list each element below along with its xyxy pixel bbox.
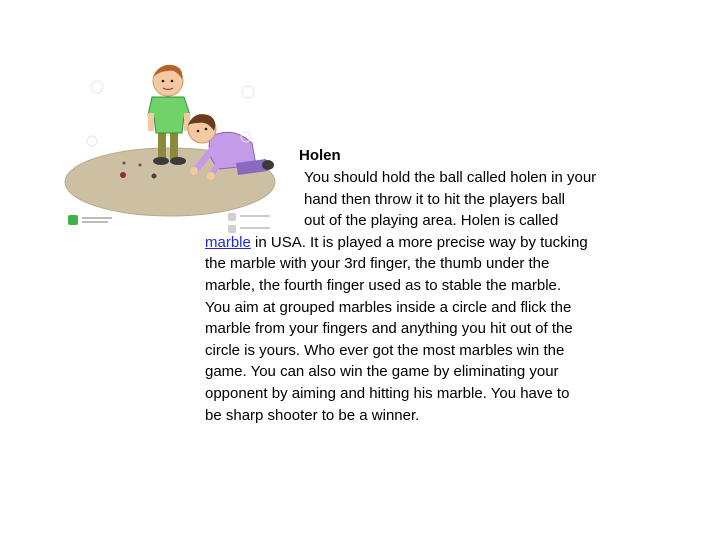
watermark-logo [68,215,112,225]
text-line: out of the playing area. Holen is called [304,212,559,230]
text-line: the marble with your 3rd finger, the thumb under the [205,255,550,273]
boys-playing-marbles-illustration [60,55,310,240]
marble-red [120,172,126,178]
marble-link[interactable]: marble [205,233,251,251]
text-line-rest: in USA. It is played a more precise way by tucking [250,233,588,251]
text-line: be sharp shooter to be a winner. [205,406,420,424]
marble-dark [152,174,157,179]
section-heading: Holen [299,147,341,164]
text-line: game. You can also win the game by eliminating your [205,363,559,381]
text-line: opponent by aiming and hitting his marble. You have to [205,385,570,402]
text-line [205,232,588,254]
text-line: You aim at grouped marbles inside a circle and flick the [205,298,572,316]
text-line: marble from your fingers and anything you hit out of the [205,320,573,338]
text-line: hand then throw it to hit the players ball [304,190,565,208]
text-line: circle is yours. Who ever got the most marbles win the [205,341,565,359]
text-line: marble, the fourth finger used as to stable the marble. [205,277,562,294]
text-line: You should hold the ball called holen in your [304,169,597,186]
